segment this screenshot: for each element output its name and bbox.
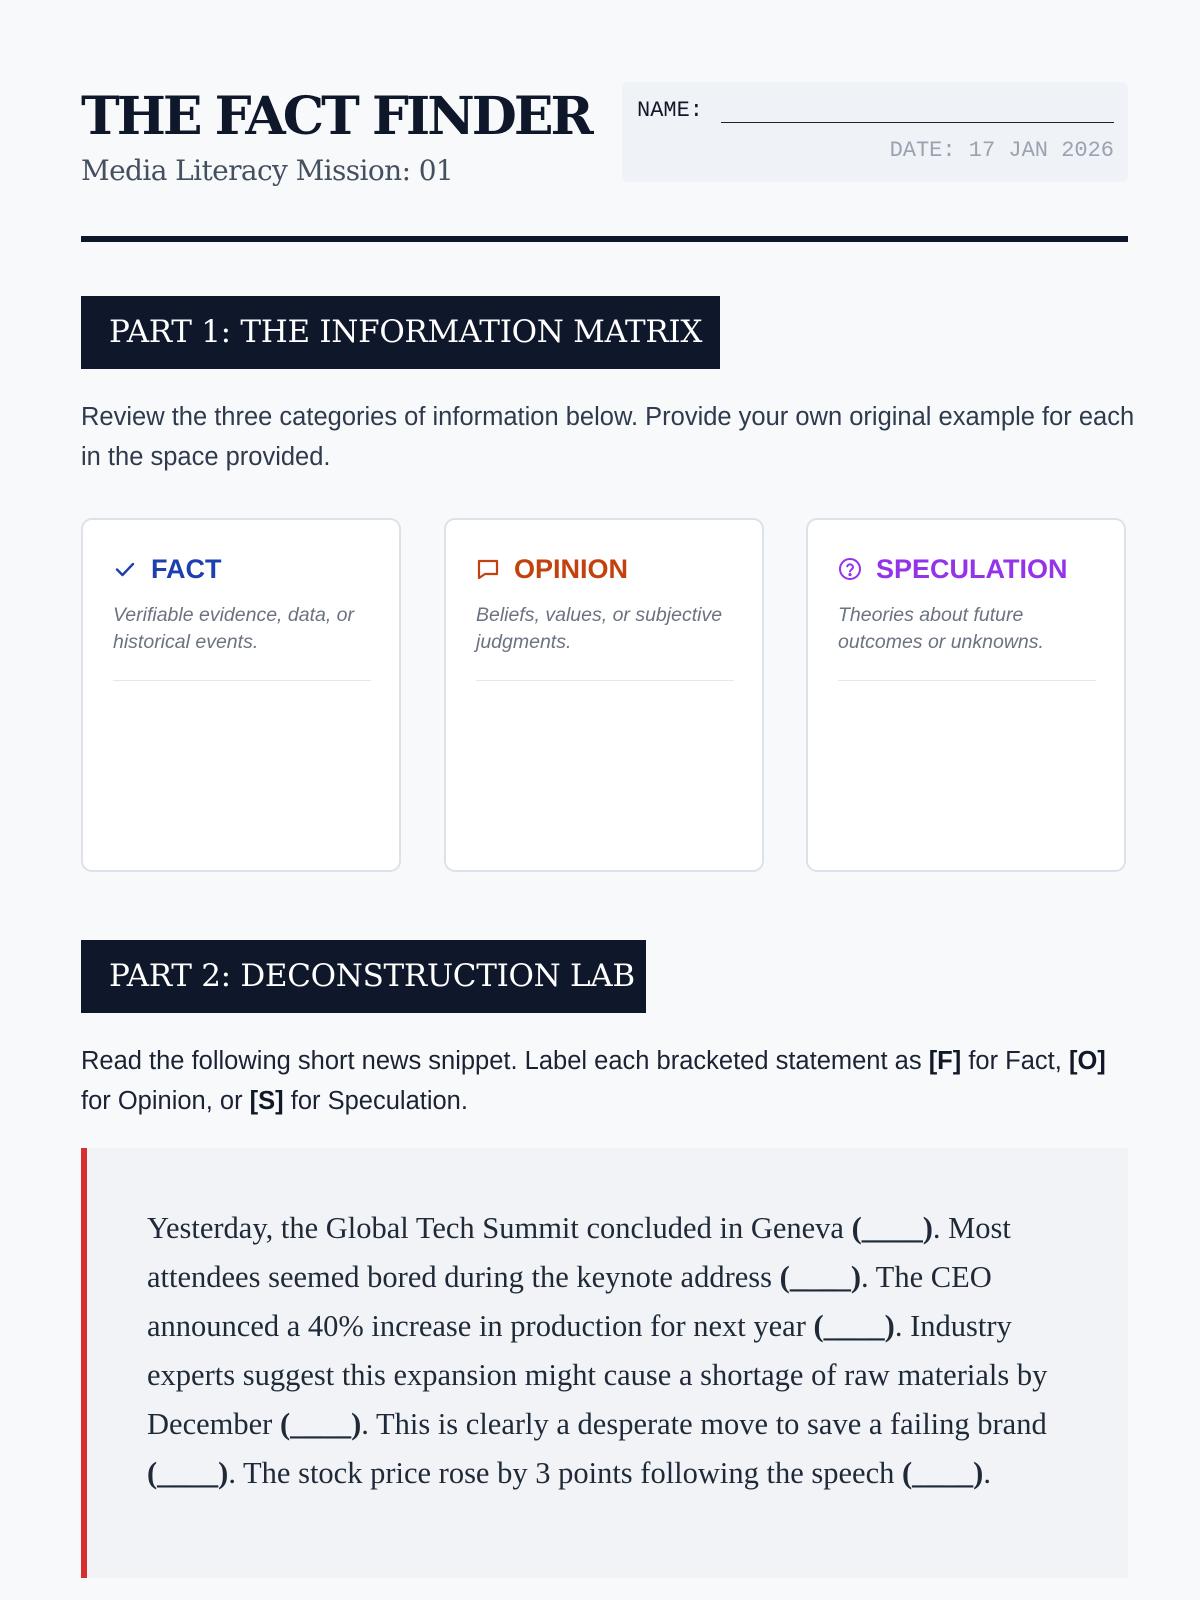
worksheet-subtitle: Media Literacy Mission: 01 xyxy=(81,154,454,187)
label-blank-5[interactable]: (____) xyxy=(147,1456,229,1490)
name-label: NAME: xyxy=(637,98,704,123)
fact-card xyxy=(81,518,401,872)
opinion-card xyxy=(444,518,764,872)
opinion-card-description: Beliefs, values, or subjective judgments. xyxy=(476,604,723,653)
snippet-sentence: . This is clearly a desperate move to save a failing brand xyxy=(361,1407,1047,1441)
label-blank-2[interactable]: (____) xyxy=(779,1260,861,1294)
fact-card-title: FACT xyxy=(151,554,222,584)
question-circle-icon xyxy=(838,557,862,581)
label-blank-4[interactable]: (____) xyxy=(279,1407,362,1441)
opinion-card-header xyxy=(476,552,628,586)
fact-card-description: Verifiable evidence, data, or historical events. xyxy=(113,604,355,653)
snippet-sentence: . xyxy=(983,1456,991,1490)
snippet-sentence: . The stock price rose by 3 points following the speech xyxy=(228,1456,903,1490)
speculation-card-header xyxy=(838,552,1068,586)
fact-tag: [F] xyxy=(928,1047,962,1075)
fact-card-divider xyxy=(113,680,371,681)
opinion-tag: [O] xyxy=(1068,1047,1106,1075)
snippet-sentence: . Most attendees seemed bored during the keynote address xyxy=(147,1211,1011,1294)
speculation-card-divider xyxy=(838,680,1096,681)
snippet-sentence: . The CEO announced a 40% increase in production for next year xyxy=(147,1260,992,1343)
worksheet-title: THE FACT FINDER xyxy=(81,86,591,147)
part2-instructions xyxy=(81,1041,1141,1121)
speech-bubble-icon xyxy=(476,557,500,581)
news-snippet-text xyxy=(147,1204,1087,1498)
date-label: DATE: 17 JAN 2026 xyxy=(889,138,1114,163)
fact-card-header xyxy=(113,552,222,586)
speculation-card-title: SPECULATION xyxy=(876,554,1068,584)
speculation-tag: [S] xyxy=(249,1087,284,1115)
label-blank-3[interactable]: (____) xyxy=(813,1309,895,1343)
part1-instructions: Review the three categories of information below. Provide your own original example for each in the space provided. xyxy=(81,403,1135,471)
name-field[interactable] xyxy=(721,122,1114,123)
instruction-text: Read the following short news snippet. Label each bracketed statement as xyxy=(81,1047,929,1075)
label-blank-1[interactable]: (____) xyxy=(851,1211,933,1245)
opinion-card-title: OPINION xyxy=(514,554,629,584)
part1-heading: PART 1: THE INFORMATION MATRIX xyxy=(81,296,720,369)
snippet-sentence: . Industry experts suggest this expansion might cause a shortage of raw materials by December xyxy=(147,1309,1048,1441)
instruction-text: for Speculation. xyxy=(283,1087,468,1115)
news-snippet xyxy=(81,1148,1128,1578)
label-blank-6[interactable]: (____) xyxy=(902,1456,984,1490)
instruction-text: for Opinion, or xyxy=(81,1087,250,1115)
speculation-card-description: Theories about future outcomes or unknowns. xyxy=(838,604,1044,653)
check-icon xyxy=(113,557,137,581)
header-divider xyxy=(81,236,1128,242)
snippet-sentence: Yesterday, the Global Tech Summit concluded in Geneva xyxy=(147,1211,852,1245)
part2-heading: PART 2: DECONSTRUCTION LAB xyxy=(81,940,646,1013)
worksheet-header xyxy=(81,84,1128,244)
name-date-box xyxy=(622,82,1128,182)
instruction-text: for Fact, xyxy=(961,1047,1069,1075)
opinion-card-divider xyxy=(476,680,734,681)
speculation-card xyxy=(806,518,1126,872)
